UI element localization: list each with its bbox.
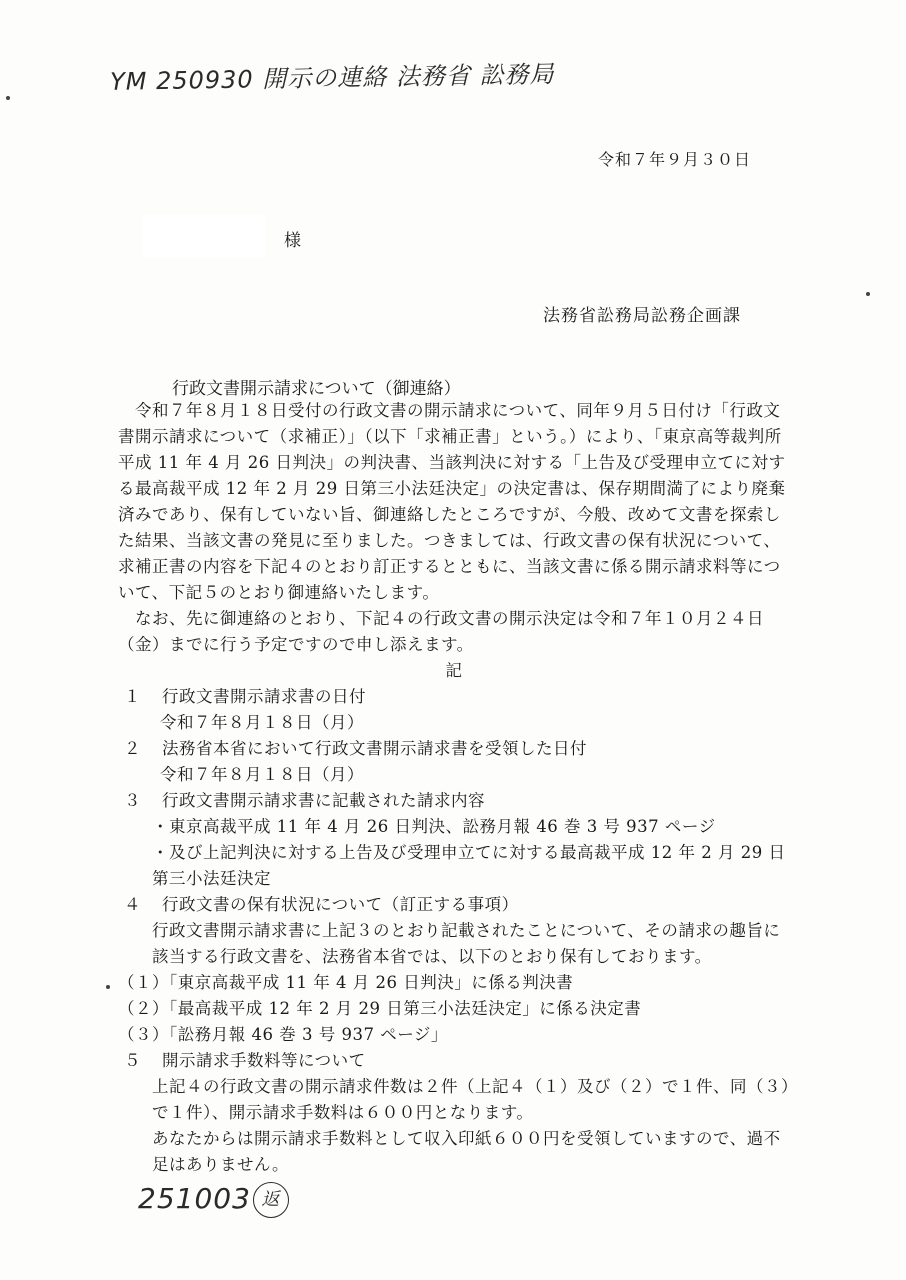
item-2-value: 令和７年８月１８日（月） (160, 765, 364, 784)
scan-speck (6, 96, 10, 100)
item-1-title: １ 行政文書開示請求書の日付 (124, 687, 366, 706)
body-paragraph-1: 令和７年８月１８日受付の行政文書の開示請求について、同年９月５日付け「行政文書開示請求について（求補正）」（以下「求補正書」という。）により、「東京高等裁判所平成 11 年 4 月 26 日判決」の判決書、当該判決に対する「上告及び受理申立てに対する最高裁平成 12 年 2 月 29 日第三小法廷決定」の決定書は、保存期間満了により廃棄済みであり、保有していない旨、御連絡したところですが、今般、改めて文書を探索した結果、当該文書の発見に至りました。つきましては、行政文書の保有状況について、求補正書の内容を下記４のとおり訂正するとともに、当該文書に係る開示請求料等について、下記５のとおり御連絡いたします。 (118, 401, 786, 602)
scan-speck (866, 292, 870, 296)
item-4-title: ４ 行政文書の保有状況について（訂正する事項） (124, 895, 519, 914)
item-3-bullet-1: ・東京高裁平成 11 年 4 月 26 日判決、訟務月報 46 巻 3 号 937 ページ (152, 817, 716, 836)
item-3-title: ３ 行政文書開示請求書に記載された請求内容 (124, 791, 485, 810)
item-4-sub-2: （２）「最高裁平成 12 年 2 月 29 日第三小法廷決定」に係る決定書 (118, 999, 642, 1018)
circled-mark: 返 (253, 1182, 289, 1218)
redacted-recipient-name (143, 214, 265, 258)
item-4-sub-3: （３）「訟務月報 46 巻 3 号 937 ページ」 (118, 1025, 448, 1044)
item-4-sub-1: （１）「東京高裁平成 11 年 4 月 26 日判決」に係る判決書 (118, 973, 574, 992)
document-body (118, 398, 790, 1178)
document-date: 令和７年９月３０日 (597, 150, 751, 169)
scan-speck (106, 985, 110, 989)
recipient-suffix: 様 (284, 231, 301, 251)
ki-heading: 記 (445, 661, 463, 680)
body-paragraph-2: なお、先に御連絡のとおり、下記４の行政文書の開示決定は令和７年１０月２４日（金）までに行う予定ですので申し添えます。 (118, 609, 764, 654)
item-5-title: ５ 開示請求手数料等について (124, 1051, 366, 1070)
item-4-text: 行政文書開示請求書に上記３のとおり記載されたことについて、その請求の趣旨に該当する行政文書を、法務省本省では、以下のとおり保有しております。 (152, 921, 781, 966)
document-subject: 行政文書開示請求について（御連絡） (172, 379, 461, 399)
sender-name: 法務省訟務局訟務企画課 (543, 306, 741, 326)
item-1-value: 令和７年８月１８日（月） (160, 713, 364, 732)
item-3-bullet-2: ・及び上記判決に対する上告及び受理申立てに対する最高裁平成 12 年 2 月 29 日第三小法廷決定 (152, 843, 786, 888)
item-5-text-2: あなたからは開示請求手数料として収入印紙６００円を受領していますので、過不足はありません。 (152, 1129, 781, 1174)
item-2-title: ２ 法務省本省において行政文書開示請求書を受領した日付 (124, 739, 587, 758)
handwritten-bottom-note: 251003 返 (138, 1182, 289, 1218)
item-5-text-1: 上記４の行政文書の開示請求件数は２件（上記４（１）及び（２）で１件、同（３）で１件）、開示請求手数料は６００円となります。 (152, 1077, 790, 1122)
handwritten-top-note: YM 250930 開示の連絡 法務省 訟務局 (109, 60, 555, 96)
